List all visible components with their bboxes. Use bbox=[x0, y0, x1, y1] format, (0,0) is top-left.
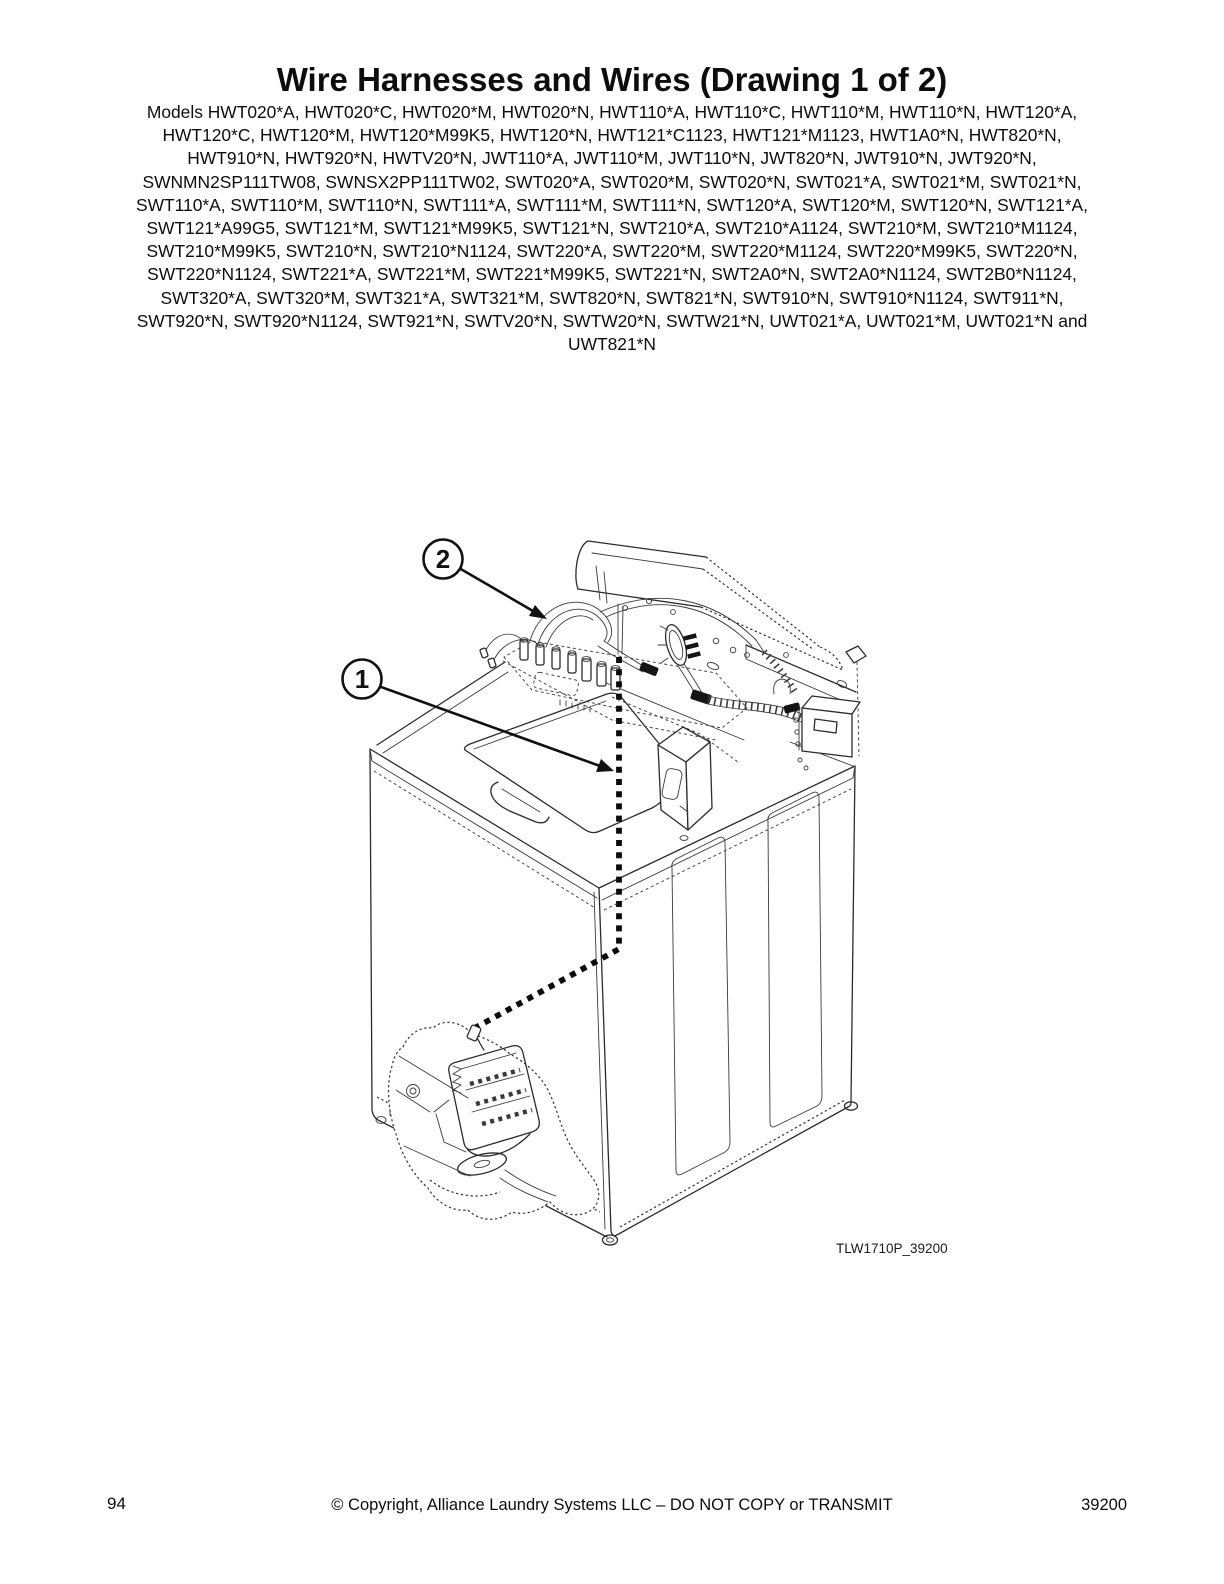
models-line: SWT110*A, SWT110*M, SWT110*N, SWT111*A, SWT111*M, SWT111*N, SWT120*A, SWT120*M, SWT120*N, SWT121*A, bbox=[136, 194, 1088, 215]
footer-page-number: 94 bbox=[107, 1494, 126, 1513]
models-line: SWT920*N, SWT920*N1124, SWT921*N, SWTV20*N, SWTW20*N, SWTW21*N, UWT021*A, UWT021*M, UWT021*N and bbox=[136, 310, 1088, 331]
motor-assembly-cutaway bbox=[389, 1022, 599, 1219]
callout-2-arrow-line bbox=[459, 568, 533, 611]
wire-connector-plugs bbox=[520, 638, 620, 690]
callout-2-arrowhead bbox=[529, 605, 547, 619]
corrugated-loom bbox=[764, 652, 795, 692]
models-line: UWT821*N bbox=[568, 334, 656, 355]
models-line: HWT910*N, HWT920*N, HWTV20*N, JWT110*A, JWT110*M, JWT110*N, JWT820*N, JWT910*N, JWT920*N, bbox=[187, 148, 1037, 169]
meter-case bbox=[794, 696, 860, 770]
pressure-switch bbox=[658, 622, 690, 667]
page-title: Wire Harnesses and Wires (Drawing 1 of 2) bbox=[276, 61, 948, 98]
figure-code: TLW1710P_39200 bbox=[836, 1241, 948, 1256]
footer-copyright: © Copyright, Alliance Laundry Systems LLC – DO NOT COPY or TRANSMIT bbox=[331, 1496, 893, 1514]
models-line: SWT320*A, SWT320*M, SWT321*A, SWT321*M, SWT820*N, SWT821*N, SWT910*N, SWT910*N1124, SWT911*N, bbox=[160, 287, 1064, 308]
callout-2-number: 2 bbox=[435, 544, 451, 574]
callout-1-arrow-line bbox=[381, 687, 600, 766]
models-line: HWT120*C, HWT120*M, HWT120*M99K5, HWT120*N, HWT121*C1123, HWT121*M1123, HWT1A0*N, HWT820*N, bbox=[162, 125, 1062, 146]
callout-1 bbox=[343, 660, 615, 773]
models-line: SWNMN2SP111TW08, SWNSX2PP111TW02, SWT020*A, SWT020*M, SWT020*N, SWT021*A, SWT021*M, SWT021*N, bbox=[142, 171, 1082, 192]
footer-document-number: 39200 bbox=[1081, 1496, 1127, 1514]
harness-connector-black bbox=[639, 661, 659, 676]
models-line: SWT121*A99G5, SWT121*M, SWT121*M99K5, SWT121*N, SWT210*A, SWT210*A1124, SWT210*M, SWT210*M1124, bbox=[146, 218, 1078, 239]
callout-2 bbox=[424, 540, 548, 620]
callout-1-number: 1 bbox=[354, 664, 370, 694]
models-line: Models HWT020*A, HWT020*C, HWT020*M, HWT020*N, HWT110*A, HWT110*C, HWT110*M, HWT110*N, HWT120*A, bbox=[146, 102, 1078, 122]
models-line: SWT210*M99K5, SWT210*N, SWT210*N1124, SWT220*A, SWT220*M, SWT220*M1124, SWT220*M99K5, SWT220*N, bbox=[146, 241, 1078, 262]
coin-chute-housing bbox=[658, 727, 712, 840]
models-line: SWT220*N1124, SWT221*A, SWT221*M, SWT221*M99K5, SWT221*N, SWT2A0*N, SWT2A0*N1124, SWT2B0*N1124, bbox=[147, 264, 1077, 285]
callout-1-arrowhead bbox=[596, 759, 614, 772]
